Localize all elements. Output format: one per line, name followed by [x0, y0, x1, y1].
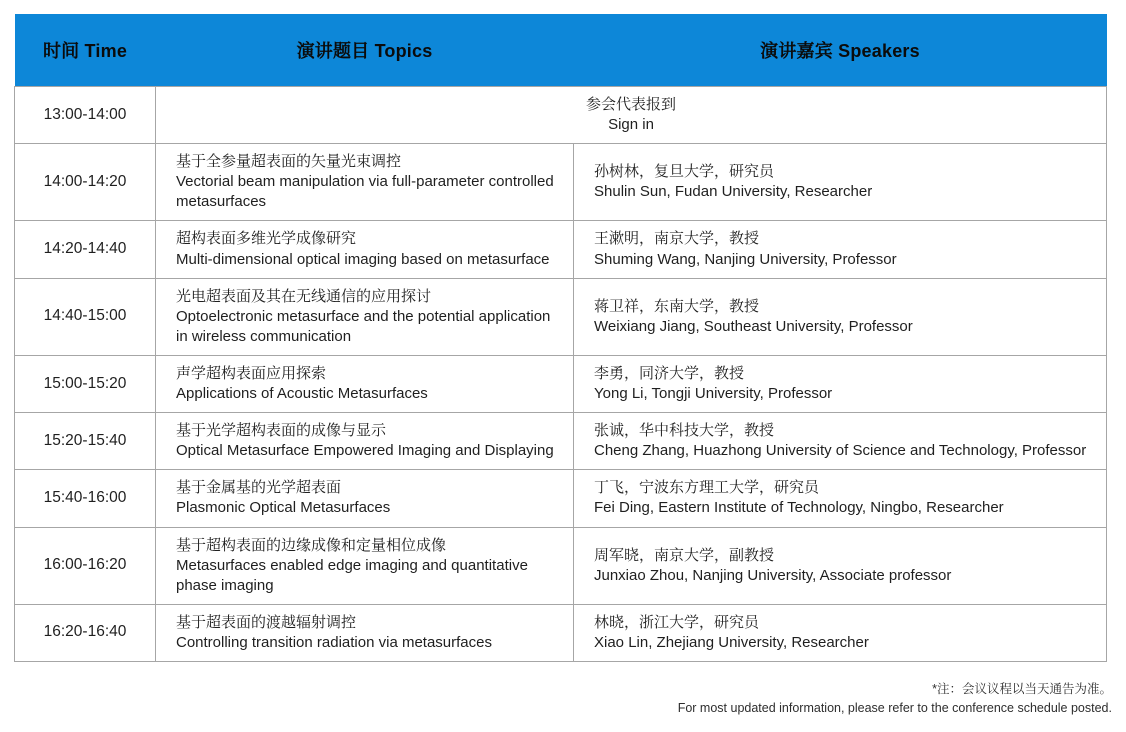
signin-cell	[156, 87, 1107, 144]
topic-cell	[156, 470, 574, 527]
topic-cell	[156, 144, 574, 221]
topic-title-zh: 光电超表面及其在无线通信的应用探讨	[176, 287, 432, 305]
time-cell: 16:20-16:40	[15, 604, 156, 661]
speaker-name-en: Yong Li, Tongji University, Professor	[594, 385, 833, 403]
topic-title-en: Metasurfaces enabled edge imaging and quantitative phase imaging	[176, 556, 528, 594]
footnote-note-en: For most updated information, please refer to the conference schedule posted.	[677, 700, 1112, 715]
table-row	[15, 87, 1107, 144]
topic-cell	[156, 278, 574, 355]
topic-title-zh: 基于超表面的渡越辐射调控	[176, 613, 357, 631]
speaker-name-en: Cheng Zhang, Huazhong University of Science and Technology, Professor	[594, 442, 1087, 460]
speaker-cell	[574, 144, 1107, 221]
signin-label-en: Sign in	[608, 116, 654, 134]
column-header-speakers: 演讲嘉宾 Speakers	[574, 14, 1107, 87]
speaker-cell	[574, 355, 1107, 412]
time-cell: 16:00-16:20	[15, 527, 156, 604]
signin-label-zh: 参会代表报到	[585, 96, 676, 113]
speaker-name-zh: 李勇，同济大学，教授	[594, 364, 745, 382]
topic-title-en: Controlling transition radiation via metasurfaces	[176, 633, 492, 651]
time-cell: 15:20-15:40	[15, 413, 156, 470]
table-row	[15, 144, 1107, 221]
topic-title-zh: 超构表面多维光学成像研究	[176, 230, 357, 248]
table-row	[15, 413, 1107, 470]
speaker-name-zh: 周军晓，南京大学，副教授	[594, 546, 775, 564]
topic-cell	[156, 221, 574, 278]
topic-title-en: Multi-dimensional optical imaging based on metasurface	[176, 250, 550, 268]
topic-title-zh: 声学超构表面应用探索	[176, 364, 327, 382]
speaker-cell	[574, 413, 1107, 470]
topic-title-en: Vectorial beam manipulation via full-parameter controlled metasurfaces	[176, 173, 554, 211]
topic-cell	[156, 413, 574, 470]
speaker-cell	[574, 470, 1107, 527]
time-cell: 14:40-15:00	[15, 278, 156, 355]
topic-title-zh: 基于超构表面的边缘成像和定量相位成像	[176, 536, 447, 554]
speaker-name-en: Shulin Sun, Fudan University, Researcher	[594, 183, 873, 201]
speaker-name-en: Junxiao Zhou, Nanjing University, Associate professor	[594, 566, 952, 584]
column-header-topics: 演讲题目 Topics	[156, 14, 574, 87]
topic-title-en: Optoelectronic metasurface and the potential application in wireless communication	[176, 307, 551, 345]
table-row	[15, 470, 1107, 527]
topic-title-en: Optical Metasurface Empowered Imaging and Displaying	[176, 442, 554, 460]
table-row	[15, 527, 1107, 604]
speaker-name-zh: 孙树林，复旦大学，研究员	[594, 163, 775, 181]
topic-title-zh: 基于金属基的光学超表面	[176, 479, 342, 497]
table-row	[15, 355, 1107, 412]
speaker-name-zh: 王漱明，南京大学，教授	[594, 230, 760, 248]
schedule-table	[14, 14, 1107, 662]
speaker-name-en: Shuming Wang, Nanjing University, Professor	[594, 250, 897, 268]
column-header-time: 时间 Time	[15, 14, 156, 87]
speaker-cell	[574, 527, 1107, 604]
speaker-name-zh: 林晓，浙江大学，研究员	[594, 613, 760, 631]
speaker-name-en: Weixiang Jiang, Southeast University, Professor	[594, 317, 913, 335]
footnote	[678, 680, 1112, 718]
topic-cell	[156, 527, 574, 604]
speaker-cell	[574, 604, 1107, 661]
topic-title-en: Applications of Acoustic Metasurfaces	[176, 385, 428, 403]
speaker-cell	[574, 278, 1107, 355]
time-cell: 14:00-14:20	[15, 144, 156, 221]
time-cell: 13:00-14:00	[15, 87, 156, 144]
topic-cell	[156, 355, 574, 412]
footnote-note-zh: *注：会议议程以当天通告为准。	[932, 682, 1112, 696]
table-header-row	[15, 14, 1107, 87]
topic-title-en: Plasmonic Optical Metasurfaces	[176, 499, 391, 517]
topic-title-zh: 基于光学超构表面的成像与显示	[176, 422, 387, 440]
table-row	[15, 278, 1107, 355]
topic-title-zh: 基于全参量超表面的矢量光束调控	[176, 153, 402, 171]
speaker-cell	[574, 221, 1107, 278]
time-cell: 14:20-14:40	[15, 221, 156, 278]
topic-cell	[156, 604, 574, 661]
table-row	[15, 604, 1107, 661]
speaker-name-en: Fei Ding, Eastern Institute of Technology, Ningbo, Researcher	[594, 499, 1004, 517]
speaker-name-zh: 张诚，华中科技大学，教授	[594, 422, 775, 440]
speaker-name-en: Xiao Lin, Zhejiang University, Researcher	[594, 633, 869, 651]
speaker-name-zh: 蒋卫祥，东南大学，教授	[594, 297, 760, 315]
time-cell: 15:00-15:20	[15, 355, 156, 412]
table-row	[15, 221, 1107, 278]
time-cell: 15:40-16:00	[15, 470, 156, 527]
speaker-name-zh: 丁飞，宁波东方理工大学，研究员	[594, 479, 820, 497]
